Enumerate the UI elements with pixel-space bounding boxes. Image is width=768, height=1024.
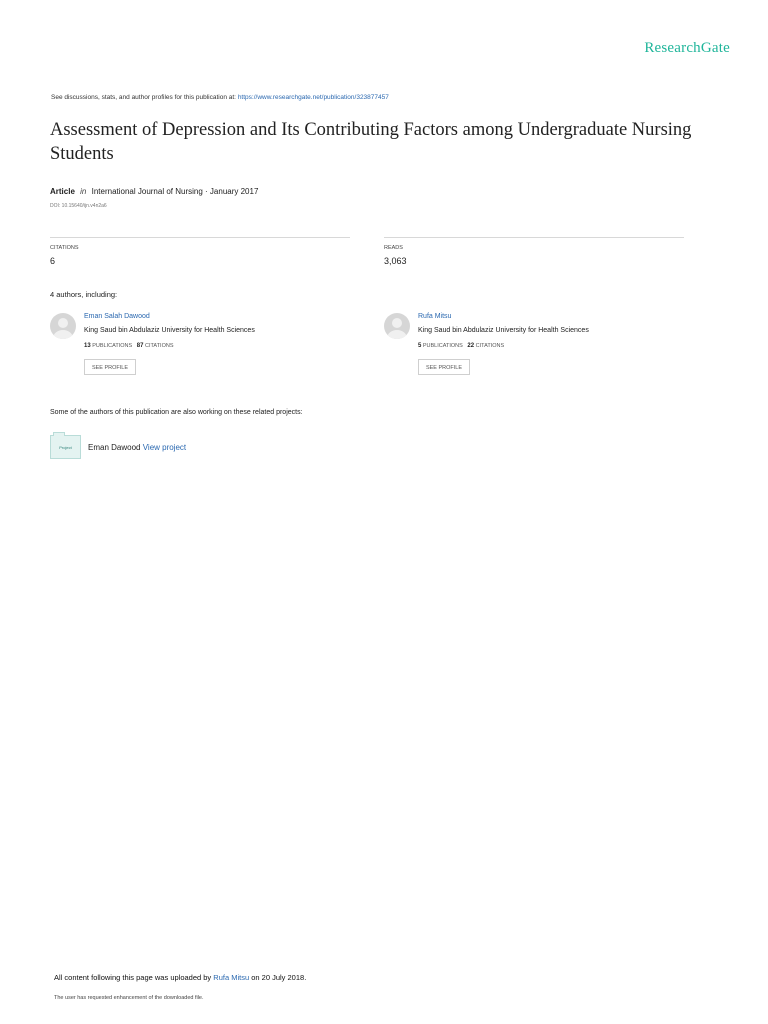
author-stats xyxy=(84,343,174,349)
citations-divider xyxy=(50,237,350,238)
journal-name[interactable]: International Journal of Nursing xyxy=(91,187,203,196)
avatar-icon[interactable] xyxy=(384,313,410,339)
enhancement-note: The user has requested enhancement of the downloaded file. xyxy=(54,995,204,1001)
author-publications-label: PUBLICATIONS xyxy=(92,343,133,349)
uploader-link[interactable]: Rufa Mitsu xyxy=(213,973,250,982)
author-citations-count: 87 xyxy=(136,343,144,349)
see-profile-button[interactable]: SEE PROFILE xyxy=(84,359,136,375)
reads-value: 3,063 xyxy=(384,256,407,266)
publication-date: · January 2017 xyxy=(205,187,259,196)
author-name-link[interactable]: Eman Salah Dawood xyxy=(84,313,150,320)
project-author: Eman Dawood xyxy=(88,443,141,452)
project-icon-label: Project xyxy=(59,445,72,450)
authors-heading: 4 authors, including: xyxy=(50,290,118,299)
view-project-link[interactable]: View project xyxy=(142,443,187,452)
author-publications-label: PUBLICATIONS xyxy=(422,343,463,349)
upload-suffix: on 20 July 2018. xyxy=(251,973,307,982)
upload-prefix: All content following this page was uploaded by xyxy=(54,973,212,982)
publication-meta xyxy=(50,187,258,196)
author-publications-count: 13 xyxy=(84,343,91,349)
publication-in: in xyxy=(80,187,87,196)
citations-label: CITATIONS xyxy=(50,245,79,251)
doi: DOI: 10.15640/ijn.v4n2a6 xyxy=(50,203,107,209)
citations-value: 6 xyxy=(50,256,56,266)
publication-type: Article xyxy=(50,187,75,196)
related-projects-heading: Some of the authors of this publication are also working on these related projects: xyxy=(50,409,303,416)
author-name-link[interactable]: Rufa Mitsu xyxy=(418,313,452,320)
author-institution: King Saud bin Abdulaziz University for Health Sciences xyxy=(84,327,255,334)
reads-label: READS xyxy=(384,245,403,251)
researchgate-logo[interactable]: ResearchGate xyxy=(644,40,730,56)
upload-notice xyxy=(54,973,306,982)
intro-line xyxy=(51,94,389,101)
related-project xyxy=(88,443,186,452)
avatar-icon[interactable] xyxy=(50,313,76,339)
see-profile-button[interactable]: SEE PROFILE xyxy=(418,359,470,375)
author-institution: King Saud bin Abdulaziz University for Health Sciences xyxy=(418,327,589,334)
author-citations-count: 22 xyxy=(467,343,475,349)
author-publications-count: 5 xyxy=(418,343,422,349)
author-citations-label: CITATIONS xyxy=(475,343,505,349)
reads-divider xyxy=(384,237,684,238)
publication-url-link[interactable]: https://www.researchgate.net/publication/323877457 xyxy=(237,94,389,101)
author-stats xyxy=(418,343,504,349)
author-citations-label: CITATIONS xyxy=(144,343,174,349)
project-folder-icon xyxy=(50,435,81,459)
publication-title: Assessment of Depression and Its Contributing Factors among Undergraduate Nursing Students xyxy=(50,120,692,164)
intro-text: See discussions, stats, and author profiles for this publication at: xyxy=(51,94,236,101)
